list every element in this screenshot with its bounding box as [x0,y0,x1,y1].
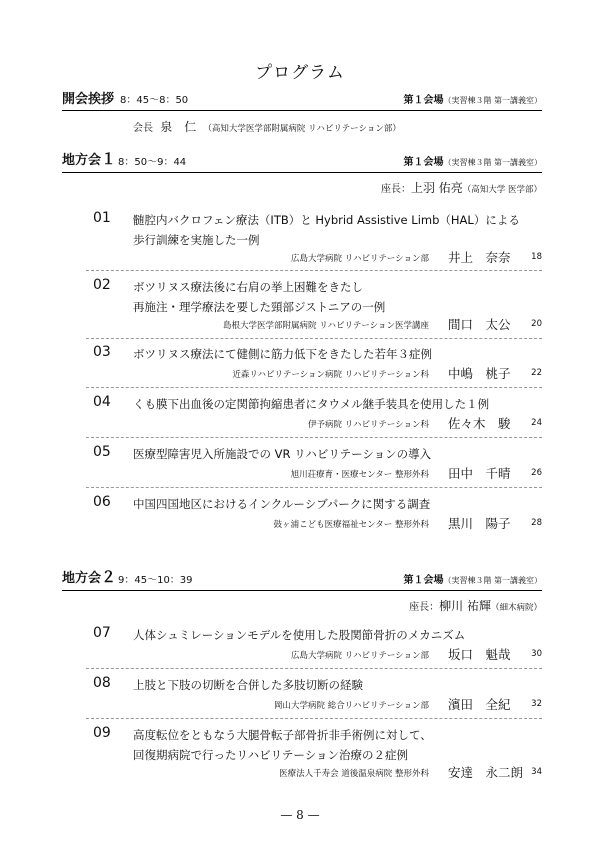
talk-page: 24 [531,418,542,428]
section1-header [62,152,542,173]
talk-title-line2: 歩行訓練を実施した一例 [133,233,260,247]
talk-title-line1: 上肢と下肢の切断を合併した多肢切断の経験 [133,678,363,692]
talk-number: 02 [93,277,111,293]
talk-author: 坂口 魁哉 [448,647,511,662]
opening-venue-detail: （実習棟３階 第一講義室） [443,96,542,105]
talk-affiliation: 近森リハビリテーション病院 リハビリテーション科 [232,370,429,380]
opening-role: 会長 [133,123,153,134]
opening-venue [403,91,542,106]
section2-chair-name: 柳川 祐輝 [439,599,491,613]
talk-title-line1: 中国四国地区におけるインクルーシブパークに関する調査 [133,497,431,511]
opening-name: 開会挨拶 [62,92,115,107]
talk-page: 28 [531,518,542,528]
page-number: — 8 — [280,808,320,822]
divider [86,338,542,339]
divider [86,668,542,669]
talk-number: 07 [93,625,111,641]
talk-page: 20 [531,319,542,329]
talk-number: 04 [93,394,111,410]
section1-venue-main: 第１会場 [403,157,444,168]
section1-venue-detail: （実習棟３階 第一講義室） [443,158,542,167]
talk-author: 黒川 陽子 [448,516,511,531]
talk-affiliation: 広島大学病院 リハビリテーション部 [291,254,429,264]
opening-venue-main: 第１会場 [403,95,444,106]
talk-title-line1: 人体シュミレーションモデルを使用した股関節骨折のメカニズム [133,628,466,642]
talk-number: 09 [93,725,111,741]
section1-name-prefix: 地方会 [62,153,102,168]
page-title: プログラム [255,63,345,83]
talk-author: 田中 千晴 [448,466,511,481]
section1-chair-role: 座長： [380,184,411,195]
divider [86,387,542,388]
talk-title-line1: 高度転位をともなう大腿骨転子部骨折非手術例に対して、 [133,728,432,742]
talk-author: 間口 太公 [448,317,511,332]
talk-page: 32 [531,699,542,709]
talk-number: 03 [93,344,111,360]
divider [86,437,542,438]
talk-title-line1: 髄腔内バクロフェン療法（ITB）と Hybrid Assistive Limb（HAL）による [133,213,520,227]
section1-chair [381,179,542,196]
talk-page: 18 [531,252,542,262]
talk-number: 01 [93,210,111,226]
section2-name-num: ２ [101,568,117,586]
section2-header [62,570,542,591]
talk-title-line1: 医療型障害児入所施設での VR リハビリテーションの導入 [133,447,432,461]
talk-author: 井上 奈奈 [448,250,511,265]
talk-page: 34 [531,767,542,777]
talk-number: 05 [93,444,111,460]
opening-time: 8：45～8：50 [120,95,189,106]
talk-title-line1: くも膜下出血後の定関節拘縮患者にタウメル継手装具を使用した１例 [133,397,490,411]
opening-affiliation: （高知大学医学部附属病院 リハビリテーション部） [203,124,401,134]
divider [86,270,542,271]
talk-page: 30 [531,649,542,659]
talk-affiliation: 岡山大学病院 総合リハビリテーション部 [274,701,429,711]
talk-affiliation: 広島大学病院 リハビリテーション部 [291,651,429,661]
section1-chair-name: 上羽 佑亮 [410,181,463,195]
talk-author: 安達 永二朗 [448,765,524,780]
section2-chair [409,597,542,614]
talk-author: 濱田 全紀 [448,697,511,712]
section2-venue-main: 第１会場 [403,575,444,586]
talk-title-line1: ボツリヌス療法後に右肩の挙上困難をきたし [133,280,363,294]
section1-chair-affiliation: （高知大学 医学部） [462,185,542,195]
talk-page: 22 [531,368,542,378]
section2-name-prefix: 地方会 [62,571,102,586]
section1-venue [403,153,542,168]
section2-venue [403,571,542,586]
talk-title-line2: 再施注・理学療法を要した頸部ジストニアの一例 [133,300,386,314]
opening-header [62,90,542,111]
talk-number: 06 [93,494,111,510]
talk-title-line2: 回復期病院で行ったリハビリテーション治療の２症例 [133,748,408,762]
talk-number: 08 [93,675,111,691]
section2-venue-detail: （実習棟３階 第一講義室） [443,576,542,585]
divider [86,487,542,488]
section2-chair-role: 座長： [409,602,440,613]
talk-author: 中嶋 桃子 [448,366,511,381]
talk-affiliation: 医療法人千寿会 道後温泉病院 整形外科 [279,769,429,779]
section1-name [62,148,116,169]
divider [86,718,542,719]
talk-author: 佐々木 駿 [448,416,511,431]
opening-speaker [133,118,401,135]
section1-time: 8：50～9：44 [118,157,187,168]
section1-name-num: １ [101,150,117,168]
talk-affiliation: 鼓ヶ浦こども医療福祉センター 整形外科 [273,520,429,530]
talk-affiliation: 伊予病院 リハビリテーション科 [308,420,429,430]
talk-affiliation: 旭川荘療育・医療センター 整形外科 [290,470,429,480]
section2-time: 9：45～10：39 [118,575,193,586]
section2-chair-affiliation: （細木病院） [490,603,542,613]
section2-name [62,566,116,587]
opening-person: 泉 仁 [160,120,197,134]
talk-affiliation: 島根大学医学部附属病院 リハビリテーション医学講座 [223,321,429,331]
talk-title-line1: ボツリヌス療法にて健側に筋力低下をきたした若年３症例 [133,347,432,361]
talk-page: 26 [531,468,542,478]
